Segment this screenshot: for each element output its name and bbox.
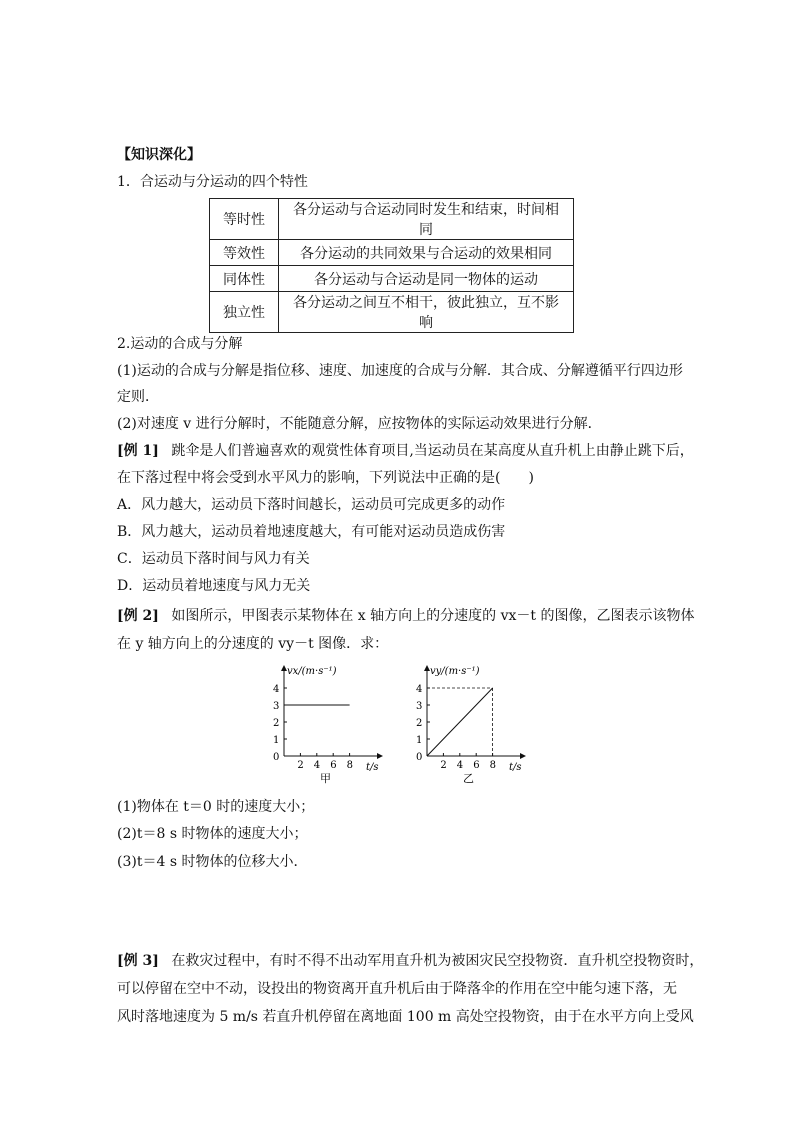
trait-desc: 各分运动之间互不相干，彼此独立，互不影响 [279,292,574,333]
point1-title: 1．合运动与分运动的四个特性 [117,174,308,190]
section-heading: 【知识深化】 [117,147,201,163]
option-b: B．风力越大，运动员着地速度越大，有可能对运动员造成伤害 [117,524,506,540]
point2-line: (1)运动的合成与分解是指位移、速度、加速度的合成与分解．其合成、分解遵循平行四边形 [117,363,683,379]
example-tag: [例 2] [117,608,159,624]
y-tick-label: 1 [416,735,423,746]
trait-desc: 各分运动与合运动是同一物体的运动 [279,266,574,292]
trait-name: 独立性 [210,292,279,333]
example2-line: 在 y 轴方向上的分速度的 vy－t 图像．求： [117,636,389,652]
y-axis-label: vx/(m·s⁻¹) [287,666,337,677]
point2-line: (2)对速度 v 进行分解时，不能随意分解，应按物体的实际运动效果进行分解． [117,416,602,432]
x-tick-label: 4 [456,760,464,771]
chart-jia [268,660,388,785]
point2-title: 2.运动的合成与分解 [117,336,243,352]
example3-line: 风时落地速度为 5 m/s 若直升机停留在离地面 100 m 高处空投物资，由于在水平方向上受风 [117,1009,694,1025]
x-tick-label: 6 [330,760,337,771]
point2-line: 定则． [117,389,159,405]
x-tick-label: 6 [473,760,480,771]
x-tick-label: 2 [297,760,304,771]
trait-desc: 各分运动的共同效果与合运动的效果相同 [279,240,574,266]
example2-line [117,606,694,626]
example3-line: 可以停留在空中不动，设投出的物资离开直升机后由于降落伞的作用在空中能匀速下落，无 [117,981,677,997]
example-tag: [例 1] [117,443,159,459]
y-tick-label: 2 [273,718,280,729]
question-2: (2)t＝8 s 时物体的速度大小； [117,826,308,842]
table-row [210,199,574,240]
series-line [427,688,493,756]
x-tick-label: 2 [440,760,447,771]
example3-line [117,951,703,971]
y-axis-label: vy/(m·s⁻¹) [430,666,480,677]
example1-line: 在下落过程中将会受到水平风力的影响，下列说法中正确的是( ) [117,470,534,486]
example3-text: 在救灾过程中，有时不得不出动军用直升机为被困灾民空投物资．直升机空投物资时， [171,953,704,969]
chart-yi [411,660,531,785]
table-row [210,240,574,266]
y-tick-label: 2 [416,718,423,729]
x-tick-label: 4 [313,760,321,771]
table-row [210,266,574,292]
x-axis-label: t/s [366,762,379,773]
example1-line [117,441,694,461]
traits-table [209,198,574,333]
y-tick-label: 0 [416,752,423,763]
example-tag: [例 3] [117,953,159,969]
option-c: C．运动员下落时间与风力有关 [117,551,310,567]
chart-caption: 甲 [320,772,331,785]
trait-desc: 各分运动与合运动同时发生和结束，时间相同 [279,199,574,240]
question-1: (1)物体在 t＝0 时的速度大小； [117,799,315,815]
y-tick-label: 4 [273,684,280,695]
y-tick-label: 3 [416,701,423,712]
x-axis-label: t/s [509,762,522,773]
trait-name: 等效性 [210,240,279,266]
table-row [210,292,574,333]
x-tick-label: 8 [489,760,496,771]
x-tick-label: 8 [346,760,353,771]
chart-caption: 乙 [463,772,474,785]
y-tick-label: 0 [273,752,280,763]
example1-text: 跳伞是人们普遍喜欢的观赏性体育项目,当运动员在某高度从直升机上由静止跳下后， [171,443,694,459]
example2-text: 如图所示，甲图表示某物体在 x 轴方向上的分速度的 vx－t 的图像，乙图表示该物体 [171,608,695,624]
y-tick-label: 4 [416,684,423,695]
option-a: A．风力越大，运动员下落时间越长，运动员可完成更多的动作 [117,497,506,513]
trait-name: 等时性 [210,199,279,240]
option-d: D．运动员着地速度与风力无关 [117,578,311,594]
question-3: (3)t＝4 s 时物体的位移大小． [117,854,308,870]
trait-name: 同体性 [210,266,279,292]
y-tick-label: 3 [273,701,280,712]
y-tick-label: 1 [273,735,280,746]
